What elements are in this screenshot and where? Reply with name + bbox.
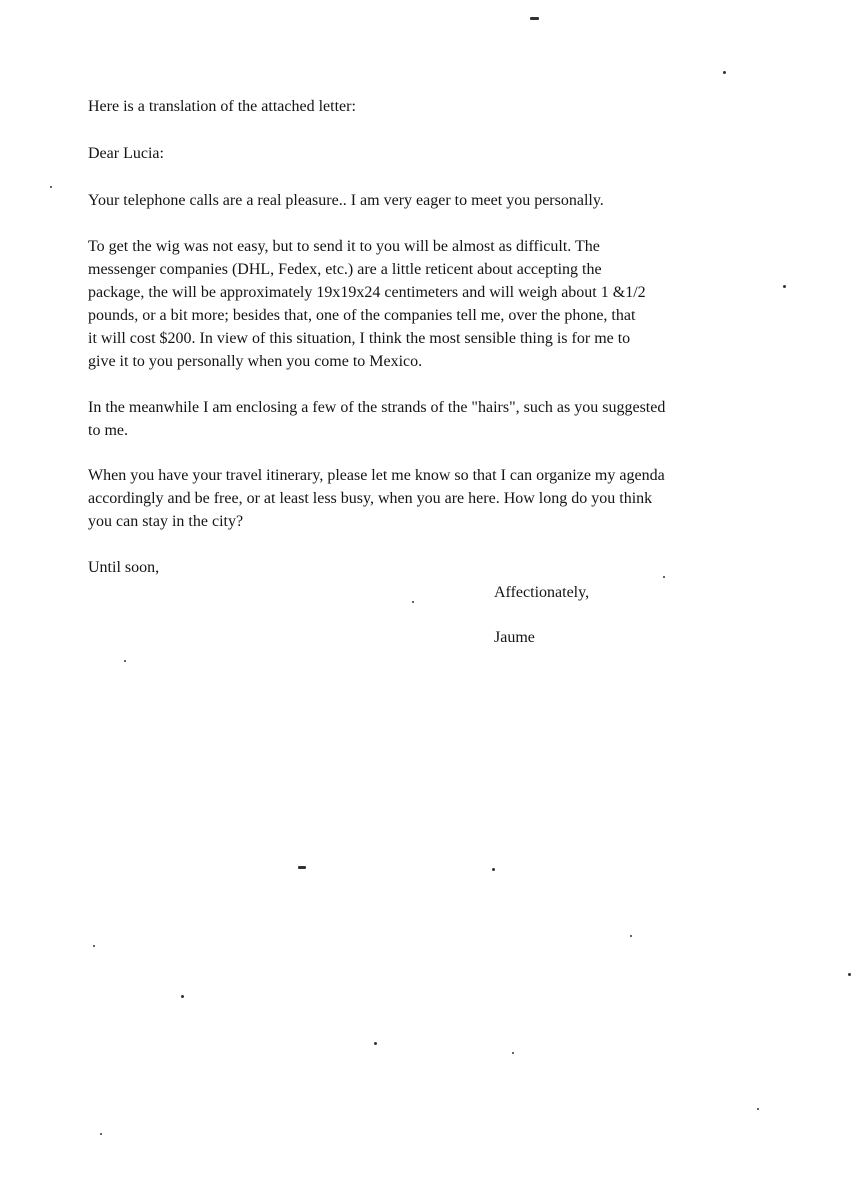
scan-speck	[663, 576, 665, 578]
scan-speck	[723, 71, 726, 74]
scan-speck	[181, 995, 184, 998]
scan-speck	[93, 945, 95, 947]
scan-speck	[412, 601, 414, 603]
paragraph-2-line: package, the will be approximately 19x19x24 centimeters and will weigh about 1 &1/2	[88, 284, 646, 301]
closing-phrase: Until soon,	[88, 559, 160, 576]
scan-speck	[512, 1052, 514, 1054]
paragraph-2-line: pounds, or a bit more; besides that, one of the companies tell me, over the phone, that	[88, 307, 636, 324]
paragraph-2	[88, 235, 788, 373]
scan-speck	[492, 868, 495, 871]
scan-speck	[298, 866, 306, 869]
paragraph-2-line: give it to you personally when you come to Mexico.	[88, 353, 423, 370]
scan-speck	[848, 973, 851, 976]
paragraph-4-line: When you have your travel itinerary, please let me know so that I can organize my agenda	[88, 467, 665, 484]
paragraph-4-line: accordingly and be free, or at least less busy, when you are here. How long do you think	[88, 490, 653, 507]
paragraph-2-line: it will cost $200. In view of this situation, I think the most sensible thing is for me to	[88, 330, 631, 347]
intro-line: Here is a translation of the attached letter:	[88, 98, 356, 115]
paragraph-4	[88, 464, 788, 533]
paragraph-2-line: messenger companies (DHL, Fedex, etc.) are a little reticent about accepting the	[88, 261, 602, 278]
scan-speck	[757, 1108, 759, 1110]
signature: Jaume	[494, 629, 535, 646]
paragraph-3-line: In the meanwhile I am enclosing a few of the strands of the "hairs", such as you suggested	[88, 399, 666, 416]
salutation: Dear Lucia:	[88, 145, 164, 162]
scan-speck	[630, 935, 632, 937]
sign-off: Affectionately,	[494, 584, 590, 601]
scan-speck	[124, 660, 126, 662]
paragraph-3	[88, 396, 788, 442]
paragraph-2-line: To get the wig was not easy, but to send it to you will be almost as difficult. The	[88, 238, 600, 255]
scan-speck	[374, 1042, 377, 1045]
paragraph-1: Your telephone calls are a real pleasure.. I am very eager to meet you personally.	[88, 192, 604, 209]
scan-speck	[100, 1133, 102, 1135]
scan-speck	[530, 17, 539, 20]
paragraph-3-line: to me.	[88, 422, 128, 439]
scan-speck	[50, 186, 52, 188]
paragraph-4-line: you can stay in the city?	[88, 513, 244, 530]
scan-speck	[783, 285, 786, 288]
